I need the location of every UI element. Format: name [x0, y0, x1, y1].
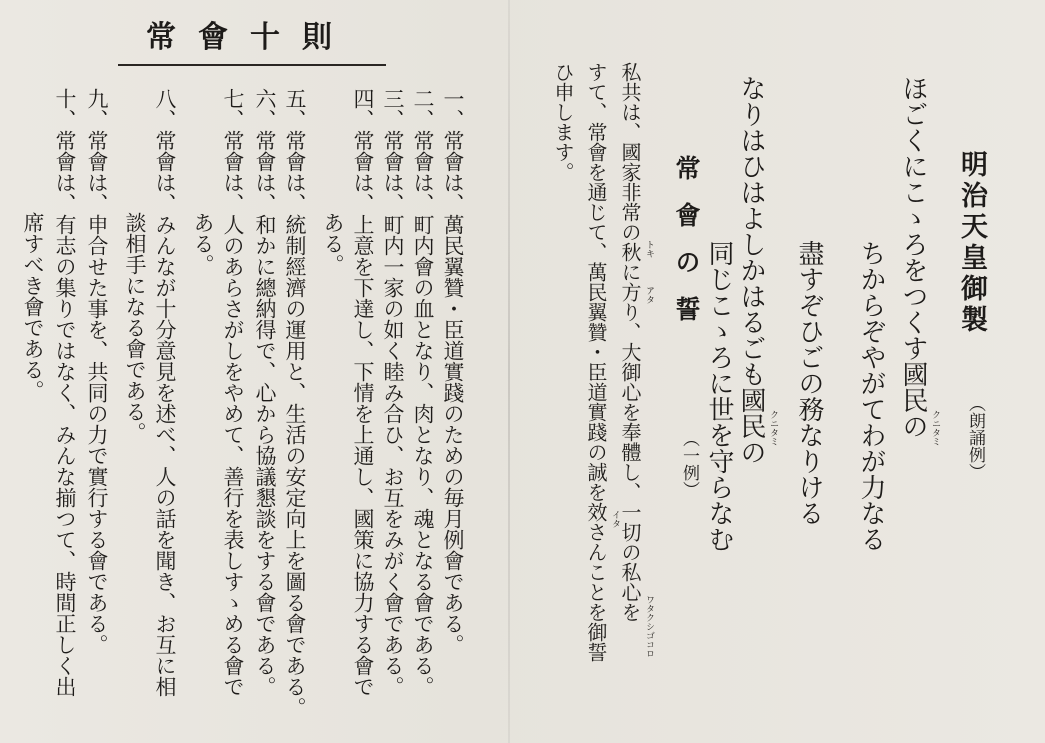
ruby-kokumin-1: クニタミ	[930, 410, 940, 446]
ruby-kokumin-2: クニタミ	[768, 410, 778, 446]
imperial-poem-title: 明治天皇御製	[956, 150, 987, 336]
page-fold	[508, 0, 510, 743]
oath-line-2: すて、常會を通じて、萬民翼贊・臣道實踐の誠を效さんことを御誓	[584, 62, 608, 662]
rule-4-continuation: ある。	[321, 212, 345, 275]
rule-10-text: 常會は、有志の集りではなく、みんな揃つて、時間正しく出	[53, 130, 77, 697]
rule-3-text: 常會は、町内一家の如く睦み合ひ、お互をみがく會である。	[381, 130, 405, 697]
rule-1-number: 一、	[441, 88, 465, 130]
ruby-toki: トキ	[644, 240, 654, 258]
rule-2-number: 二、	[411, 88, 435, 130]
rule-5-number: 五、	[283, 88, 307, 130]
rule-6-number: 六、	[253, 88, 277, 130]
rule-7-number: 七、	[221, 88, 245, 130]
rule-7-continuation: ある。	[191, 212, 215, 275]
oath-title: 常會の誓	[672, 155, 701, 343]
rule-8-text: 常會は、みんなが十分意見を述べ、人の話を聞き、お互に相	[153, 130, 177, 697]
ruby-itasan: イタ	[610, 510, 620, 528]
rule-1-text: 常會は、萬民翼贊・臣道實踐のための毎月例會である。	[441, 130, 465, 655]
oath-note: （一例）	[679, 430, 699, 498]
rule-10-continuation: 席すべき會である。	[21, 212, 45, 401]
rule-10-number: 十、	[53, 88, 77, 130]
poem-line-4: なりはひはよしかはるごも國民の	[736, 75, 766, 465]
oath-line-1: 私共は、國家非常の秋に方り、大御心を奉體し、一切の私心を	[618, 62, 642, 622]
rule-9-text: 常會は、申合せた事を、共同の力で實行する會である。	[85, 130, 109, 655]
poem-line-2: ちからぞやがてわが力なる	[856, 240, 886, 552]
rule-8-continuation: 談相手になる會である。	[123, 212, 147, 443]
poem-line-3: 盡すぞひごの務なりける	[794, 240, 824, 526]
reading-note: （朗誦例）	[965, 395, 985, 480]
rules-title: 常會十則	[146, 20, 354, 55]
rule-8-number: 八、	[153, 88, 177, 130]
title-underline	[118, 64, 386, 66]
poem-line-5: 同じこゝろに世を守らなむ	[704, 240, 734, 552]
rule-4-number: 四、	[351, 88, 375, 130]
rule-4-text: 常會は、上意を下達し、下情を上通し、國策に協力する會で	[351, 130, 375, 697]
ruby-atari: アタ	[644, 286, 654, 304]
rule-7-text: 常會は、人のあらさがしをやめて、善行を表しすゝめる會で	[221, 130, 245, 697]
oath-line-3: ひ申します。	[551, 62, 575, 182]
rule-9-number: 九、	[85, 88, 109, 130]
rule-6-text: 常會は、和かに總納得で、心から協議懇談をする會である。	[253, 130, 277, 697]
rule-2-text: 常會は、町内會の血となり、肉となり、魂となる會である。	[411, 130, 435, 697]
poem-line-1: ほごくにこゝろをつくす國民の	[898, 75, 928, 439]
rule-3-number: 三、	[381, 88, 405, 130]
ruby-watakushigokoro: ワタクシゴコロ	[644, 595, 654, 658]
rule-5-text: 常會は、統制經濟の運用と、生活の安定向上を圖る會である。	[283, 130, 307, 718]
